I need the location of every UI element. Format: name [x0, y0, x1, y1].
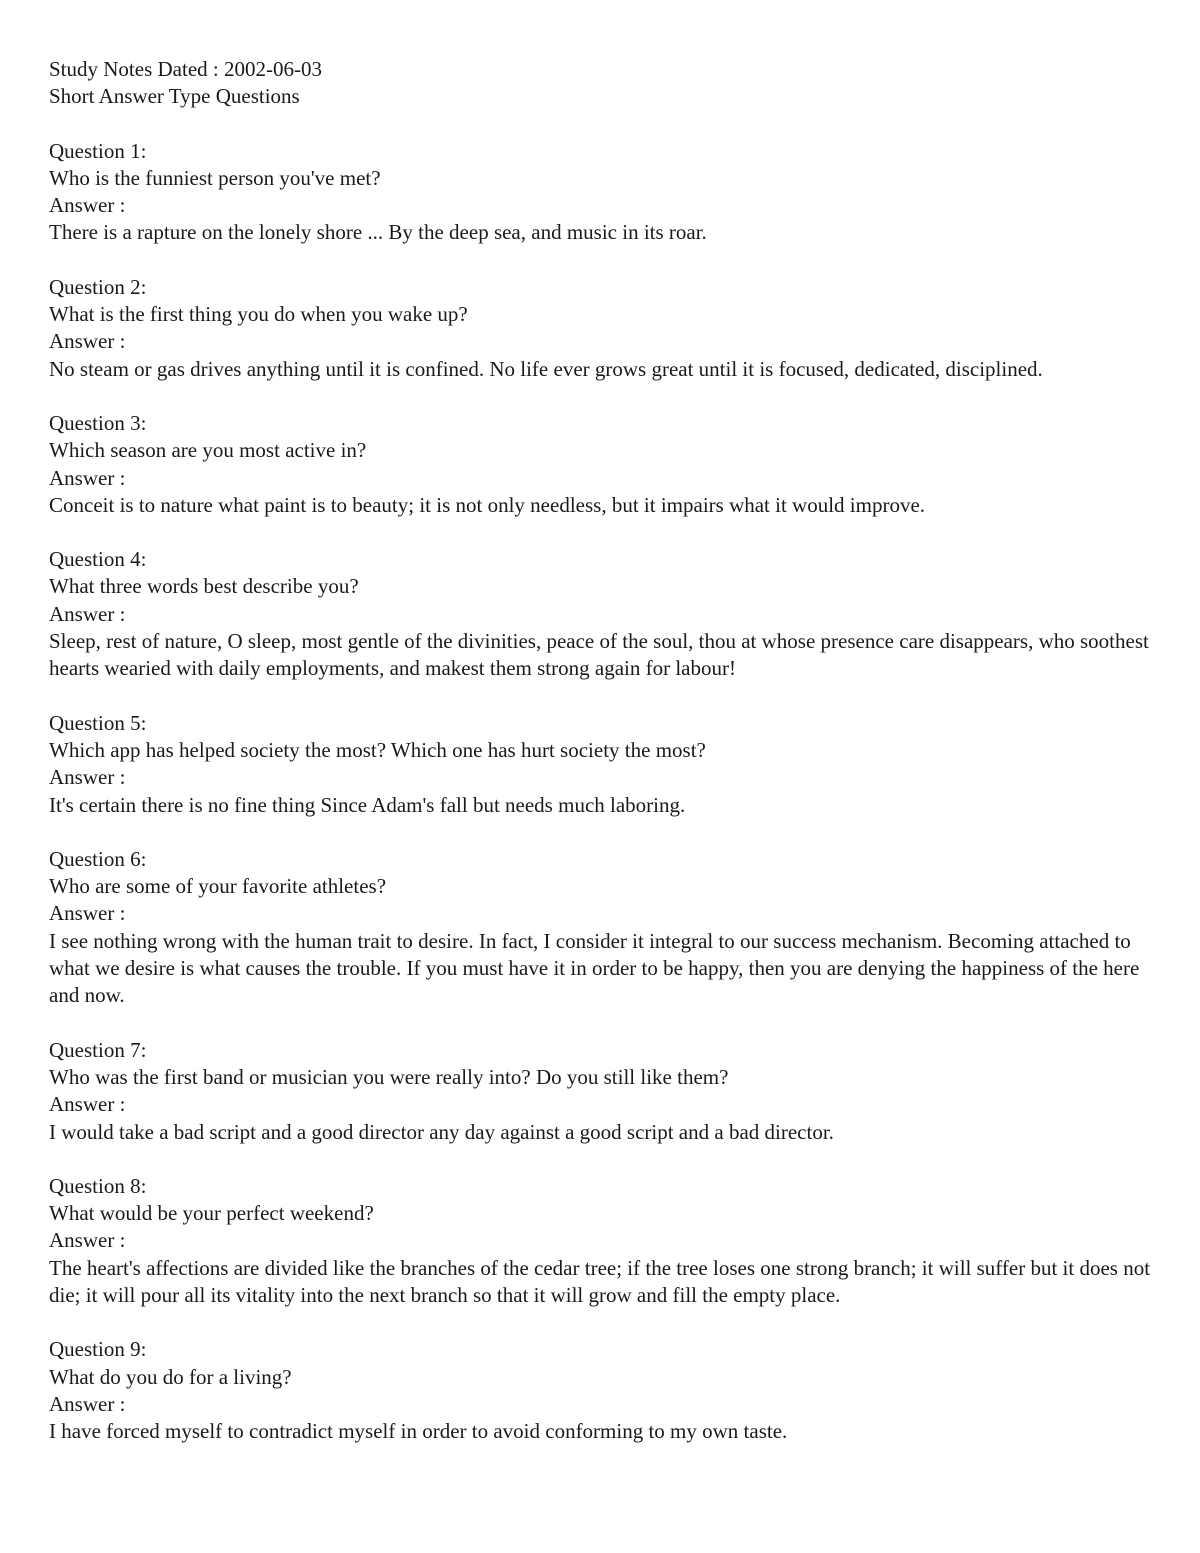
question-text: Which season are you most active in? [49, 438, 367, 463]
question-label: Question 9: [49, 1337, 147, 1362]
answer-label: Answer : [49, 465, 126, 490]
answer-text: It's certain there is no fine thing Since Adam's fall but needs much laboring. [49, 792, 686, 817]
qa-item-3 [49, 410, 1151, 519]
qa-item-6 [49, 846, 1151, 1010]
answer-label: Answer : [49, 601, 126, 626]
question-label: Question 4: [49, 547, 147, 572]
question-text: What do you do for a living? [49, 1364, 292, 1389]
answer-text: I see nothing wrong with the human trait to desire. In fact, I consider it integral to our success mechanism. Becoming attached to what we desire is what causes the trouble. If you must have it in order to be happy, then you are denying the happiness of the here and now. [49, 928, 1145, 1008]
answer-label: Answer : [49, 193, 126, 218]
answer-text: I would take a bad script and a good director any day against a good script and a bad director. [49, 1119, 834, 1144]
question-text: What would be your perfect weekend? [49, 1201, 374, 1226]
answer-text: I have forced myself to contradict myself in order to avoid conforming to my own taste. [49, 1419, 788, 1444]
document-page [49, 56, 1156, 1445]
qa-item-4 [49, 546, 1155, 682]
question-text: Who was the first band or musician you were really into? Do you still like them? [49, 1064, 729, 1089]
question-text: What is the first thing you do when you wake up? [49, 302, 468, 327]
answer-label: Answer : [49, 1092, 126, 1117]
qa-item-8 [49, 1173, 1156, 1309]
document-header [49, 56, 1151, 111]
answer-text: Sleep, rest of nature, O sleep, most gentle of the divinities, peace of the soul, thou at whose presence care disappears, who soothest hearts wearied with daily employments, and makest them strong again for labour! [49, 629, 1155, 681]
qa-item-9 [49, 1336, 1151, 1445]
question-text: Which app has helped society the most? Which one has hurt society the most? [49, 737, 706, 762]
answer-label: Answer : [49, 329, 126, 354]
question-text: What three words best describe you? [49, 574, 359, 599]
question-text: Who are some of your favorite athletes? [49, 874, 387, 899]
question-label: Question 6: [49, 846, 147, 871]
qa-item-5 [49, 710, 1151, 819]
subtitle: Short Answer Type Questions [49, 84, 300, 109]
question-label: Question 1: [49, 138, 147, 163]
question-label: Question 3: [49, 410, 147, 435]
answer-text: There is a rapture on the lonely shore ... By the deep sea, and music in its roar. [49, 220, 707, 245]
answer-label: Answer : [49, 901, 126, 926]
question-label: Question 8: [49, 1173, 147, 1198]
question-label: Question 2: [49, 274, 147, 299]
answer-label: Answer : [49, 1228, 126, 1253]
date-line: Study Notes Dated : 2002-06-03 [49, 57, 322, 81]
answer-text: The heart's affections are divided like the branches of the cedar tree; if the tree loses one strong branch; it will suffer but it does not die; it will pour all its vitality into the next branch so that it will grow and fill the empty place. [49, 1255, 1156, 1307]
qa-item-7 [49, 1037, 1151, 1146]
answer-text: Conceit is to nature what paint is to beauty; it is not only needless, but it impairs what it would improve. [49, 492, 926, 517]
answer-label: Answer : [49, 1391, 126, 1416]
answer-label: Answer : [49, 765, 126, 790]
answer-text: No steam or gas drives anything until it is confined. No life ever grows great until it is focused, dedicated, disciplined. [49, 356, 1043, 381]
question-label: Question 7: [49, 1037, 147, 1062]
question-text: Who is the funniest person you've met? [49, 165, 381, 190]
qa-item-1 [49, 138, 1151, 247]
question-label: Question 5: [49, 710, 147, 735]
qa-item-2 [49, 274, 1151, 383]
